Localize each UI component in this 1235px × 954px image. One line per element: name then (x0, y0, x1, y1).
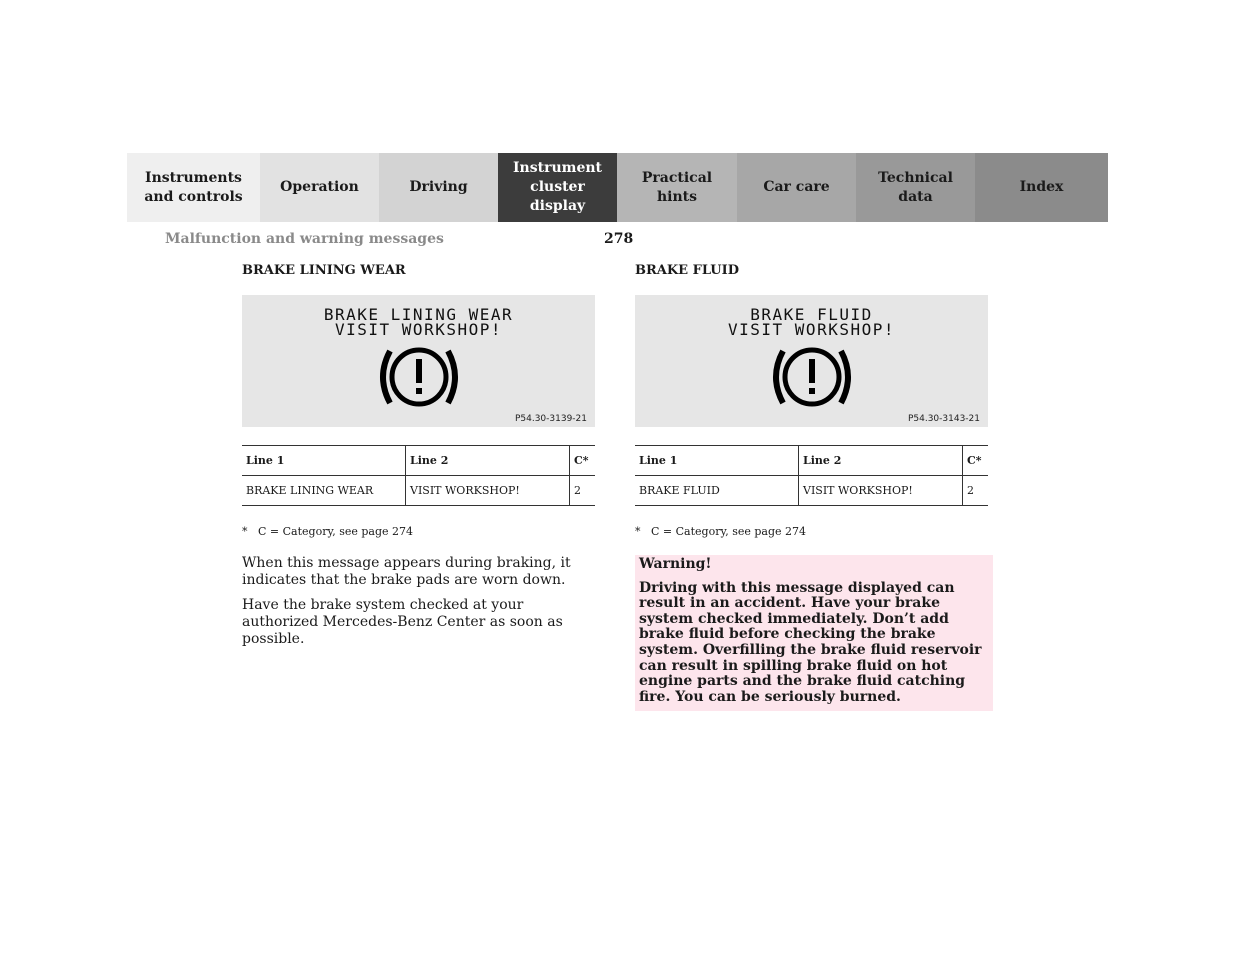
display-line-2: VISIT WORKSHOP! (728, 320, 895, 339)
paragraph: Have the brake system checked at your authorized Mercedes-Benz Center as soon as possible. (242, 597, 563, 647)
display-line-2: VISIT WORKSHOP! (335, 320, 502, 339)
tab-practical-hints[interactable] (617, 153, 737, 222)
figure-reference: P54.30-3143-21 (907, 414, 980, 424)
footnote-marker: * (242, 525, 248, 538)
display-illustration (635, 295, 988, 427)
table-cell: VISIT WORKSHOP! (799, 476, 963, 506)
tab-label: Index (1019, 179, 1064, 195)
footnote-text: C = Category, see page 274 (258, 525, 414, 538)
display-illustration (242, 295, 595, 427)
tab-car-care[interactable] (737, 153, 856, 222)
footnote (635, 525, 988, 538)
brake-warning-icon (765, 343, 859, 411)
tab-index[interactable] (975, 153, 1108, 222)
column-header: Line 2 (406, 446, 570, 476)
footnote-text: C = Category, see page 274 (651, 525, 807, 538)
table-cell: 2 (963, 476, 989, 506)
table-cell: VISIT WORKSHOP! (406, 476, 570, 506)
tab-label: Instruments and controls (144, 169, 243, 205)
warning-title: Warning! (639, 556, 712, 572)
tab-technical-data[interactable] (856, 153, 975, 222)
column-header: Line 1 (242, 446, 406, 476)
table-header-row (242, 446, 595, 476)
page-number: 278 (604, 231, 634, 247)
table-cell: BRAKE FLUID (635, 476, 799, 506)
tab-label: Driving (409, 179, 468, 195)
table-cell: BRAKE LINING WEAR (242, 476, 406, 506)
tab-label: Operation (280, 179, 359, 195)
figure-reference: P54.30-3139-21 (514, 414, 587, 424)
tab-instruments-and-controls[interactable] (127, 153, 260, 222)
table-row (242, 476, 595, 506)
tab-label: Practical hints (641, 169, 713, 205)
column-header: C* (570, 446, 596, 476)
footnote-marker: * (635, 525, 641, 538)
display-line-1: BRAKE FLUID (750, 305, 873, 324)
display-line-1: BRAKE LINING WEAR (323, 305, 514, 324)
tab-label: Technical data (878, 169, 953, 205)
chapter-nav (127, 153, 1108, 222)
tab-instrument-cluster-display[interactable] (498, 153, 617, 222)
warning-text: Driving with this message displayed can result in an accident. Have your brake system checked immediately. Don’t add brake fluid before checking the brake system. Overfilling the brake fluid reservoir can result in spilling brake fluid on hot engine parts and the brake fluid catching fire. You can be seriously burned. (639, 579, 982, 705)
message-table (635, 445, 988, 506)
section-heading: Malfunction and warning messages (165, 231, 444, 247)
message-table (242, 445, 595, 506)
tab-driving[interactable] (379, 153, 498, 222)
warning-box (635, 555, 993, 711)
table-header-row (635, 446, 988, 476)
column-header: Line 2 (799, 446, 963, 476)
footnote (242, 525, 595, 538)
brake-warning-icon (372, 343, 466, 411)
brake-lining-wear-section (242, 262, 595, 656)
body-text (242, 555, 602, 648)
section-title: BRAKE FLUID (635, 263, 739, 278)
paragraph: When this message appears during braking, it indicates that the brake pads are worn down. (242, 555, 571, 588)
table-row (635, 476, 988, 506)
tab-label: Instrument cluster display (513, 160, 602, 214)
tab-operation[interactable] (260, 153, 379, 222)
table-cell: 2 (570, 476, 596, 506)
column-header: Line 1 (635, 446, 799, 476)
column-header: C* (963, 446, 989, 476)
tab-label: Car care (763, 179, 830, 195)
brake-fluid-section (635, 262, 988, 711)
section-title: BRAKE LINING WEAR (242, 263, 406, 278)
